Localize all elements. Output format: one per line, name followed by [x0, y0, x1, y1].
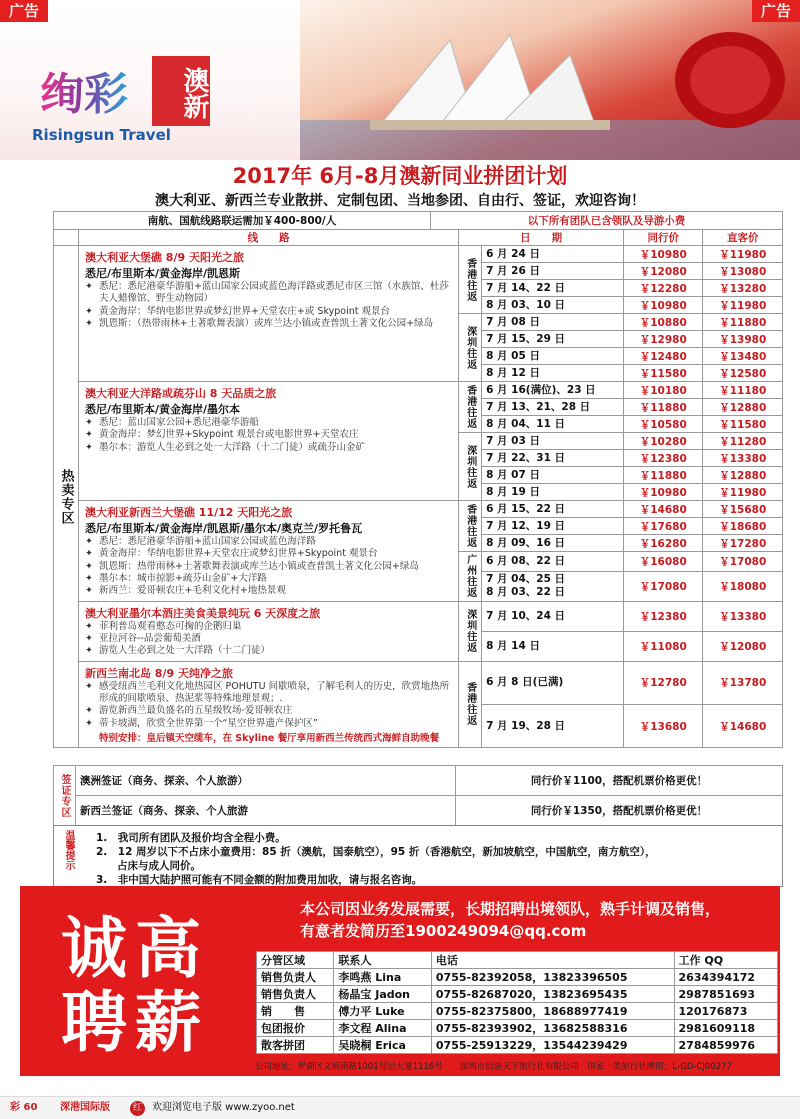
route-item	[85, 621, 452, 633]
route-item-text: 悉尼：蓝山国家公园+悉尼港豪华游船	[98, 417, 259, 428]
route-subtitle: 悉尼/布里斯本/黄金海岸/凯恩斯/墨尔本/奥克兰/罗托鲁瓦	[84, 522, 363, 535]
bullet-icon: ✦	[84, 560, 93, 572]
direct-price: ￥11880	[703, 314, 783, 331]
direct-price: ￥11180	[703, 382, 783, 399]
site-link[interactable]: 欢迎浏览电子版 www.zyoo.net	[152, 1102, 295, 1113]
date-cell: 8 月 14 日	[482, 631, 624, 661]
contact-cell: 0755-82392058，13823396505	[431, 969, 674, 986]
route-subtitle: 悉尼/布里斯本/黄金海岸/墨尔本	[84, 403, 241, 416]
sydney-opera-house-icon	[300, 0, 800, 160]
edition-label: 深港国际版	[60, 1102, 110, 1113]
depart-label: 深圳往返	[459, 601, 482, 661]
bullet-icon: ✦	[84, 585, 93, 597]
direct-price: ￥13080	[703, 263, 783, 280]
route-item-text: 游览人生必到之处一大洋路（十二门徒）	[98, 645, 270, 657]
logo-region: 澳新	[152, 56, 210, 126]
peer-price-header: 同行价	[624, 230, 703, 246]
contact-cell: 吴晓桐 Erica	[334, 1037, 431, 1054]
route-item	[85, 306, 452, 318]
route-title: 澳大利亚墨尔本酒庄美食美景纯玩 6 天深度之旅	[84, 606, 321, 620]
direct-price: ￥13280	[703, 280, 783, 297]
contact-cell: 李文程 Alina	[334, 1020, 431, 1037]
bullet-icon: ✦	[84, 548, 93, 560]
direct-price: ￥11980	[703, 246, 783, 263]
peer-price: ￥16080	[624, 552, 703, 572]
direct-price: ￥12880	[703, 467, 783, 484]
route-item-text: 悉尼：悉尼港豪华游船+蓝山国家公园或蓝色海洋路	[98, 536, 316, 547]
company-address: 公司地址：罗湖区文锦南路1001号运大厦1116号 深圳市信游天下旅行社有限公司 国家一类旅行社牌照：L-GD-CJ00277	[255, 1062, 732, 1072]
hot-section-label: 热卖专区	[54, 246, 79, 748]
route-cell-0	[78, 246, 458, 382]
peer-price: ￥11580	[624, 365, 703, 382]
contact-cell: 2981609118	[674, 1020, 777, 1037]
route-item-text: 墨尔本：城市掠影+疏芬山金矿+大洋路	[98, 573, 267, 585]
date-cell: 8 月 09、16 日	[482, 535, 624, 552]
contact-cell: 2987851693	[674, 986, 777, 1003]
date-cell: 7 月 26 日	[482, 263, 624, 280]
route-cell-3	[78, 601, 458, 661]
header-banner	[0, 0, 800, 160]
peer-price: ￥10180	[624, 382, 703, 399]
peer-price: ￥17680	[624, 518, 703, 535]
contact-cell: 李鸣燕 Lina	[334, 969, 431, 986]
depart-label: 深圳往返	[459, 433, 482, 501]
date-cell: 7 月 19、28 日	[482, 704, 624, 747]
route-item-text: 菲利普岛观看憨态可掬的企鹅归巢	[98, 620, 242, 632]
direct-price: ￥13980	[703, 331, 783, 348]
depart-label: 香港往返	[459, 246, 482, 314]
date-cell: 6 月 8 日(已满)	[482, 661, 624, 704]
peer-price: ￥10280	[624, 433, 703, 450]
bullet-icon: ✦	[84, 705, 93, 717]
direct-price: ￥14680	[703, 704, 783, 747]
red-edition-mark: 红	[130, 1101, 145, 1116]
peer-price: ￥10580	[624, 416, 703, 433]
page-footer	[0, 1096, 800, 1119]
slogan-line-1: 诚高	[61, 910, 209, 987]
route-item	[85, 705, 452, 717]
bullet-icon: ✦	[84, 441, 93, 453]
depart-label: 深圳往返	[459, 314, 482, 382]
date-cell: 7 月 03 日	[482, 433, 624, 450]
direct-price: ￥13380	[703, 450, 783, 467]
direct-price: ￥13780	[703, 661, 783, 704]
contact-table	[256, 951, 778, 1054]
date-cell: 7 月 15、29 日	[482, 331, 624, 348]
direct-price: ￥15680	[703, 501, 783, 518]
route-item-text: 黄金海岸：华纳电影世界或梦幻世界+天堂农庄+或 Skypoint 观景台	[98, 305, 390, 317]
direct-price: ￥11580	[703, 416, 783, 433]
bullet-icon: ✦	[84, 620, 93, 632]
ad-label-right: 广告	[752, 0, 800, 22]
route-subtitle: 悉尼/布里斯本/黄金海岸/凯恩斯	[84, 267, 241, 280]
route-item-text: 亚拉河谷--品尝葡萄美酒	[98, 633, 201, 645]
contact-cell: 0755-82393902，13682588316	[431, 1020, 674, 1037]
recruit-slogan	[20, 912, 250, 1072]
bullet-icon: ✦	[84, 573, 93, 585]
peer-price: ￥12380	[624, 450, 703, 467]
contact-cell: 2784859976	[674, 1037, 777, 1054]
bullet-icon: ✦	[84, 318, 93, 330]
peer-price: ￥11880	[624, 399, 703, 416]
bullet-icon: ✦	[84, 281, 93, 292]
date-cell: 7 月 08 日	[482, 314, 624, 331]
direct-price: ￥17080	[703, 552, 783, 572]
date-cell: 7 月 22、31 日	[482, 450, 624, 467]
contact-cell: 傅力平 Luke	[334, 1003, 431, 1020]
tips-notice: 以下所有团队已含领队及导游小费	[431, 212, 783, 230]
route-title: 澳大利亚大堡礁 8/9 天阳光之旅	[84, 251, 244, 264]
route-highlight: 特别安排：皇后镇天空缆车，在 Skyline 餐厅享用新西兰传统西式海鲜自助晚餐	[98, 733, 440, 745]
peer-price: ￥10980	[624, 297, 703, 314]
depart-label: 广州往返	[459, 552, 482, 602]
depart-label: 香港往返	[459, 382, 482, 433]
visa-table	[53, 765, 783, 826]
route-title: 澳大利亚大洋路或疏芬山 8 天品质之旅	[84, 387, 277, 400]
route-item	[85, 417, 452, 429]
peer-price: ￥12380	[624, 601, 703, 631]
bullet-icon: ✦	[84, 680, 93, 692]
route-item-text: 蒂卡坡湖，欣赏全世界第一个“星空世界遗产保护区”	[98, 717, 318, 729]
route-cell-1	[78, 382, 458, 501]
direct-price: ￥13380	[703, 601, 783, 631]
logo-english: Risingsun Travel	[32, 126, 171, 144]
route-cell-2	[78, 501, 458, 602]
route-cell-4	[78, 661, 458, 747]
bullet-icon: ✦	[84, 717, 93, 729]
route-item	[85, 442, 452, 454]
peer-price: ￥11080	[624, 631, 703, 661]
date-cell: 8 月 12 日	[482, 365, 624, 382]
date-cell: 8 月 03、10 日	[482, 297, 624, 314]
contact-head-person: 联系人	[334, 952, 431, 969]
corner-cell	[54, 230, 79, 246]
contact-cell: 0755-25913229，13544239429	[431, 1037, 674, 1054]
bullet-icon: ✦	[84, 305, 93, 317]
direct-price: ￥18680	[703, 518, 783, 535]
note-1: 1. 我司所有团队及报价均含全程小费。	[96, 832, 286, 844]
airline-notice: 南航、国航线路联运需加￥400-800/人	[54, 212, 431, 230]
date-cell: 7 月 10、24 日	[482, 601, 624, 631]
page-title: 2017年 6月-8月澳新同业拼团计划	[232, 164, 568, 188]
brand-logo	[32, 56, 232, 148]
route-item	[85, 718, 452, 730]
date-cell: 8 月 07 日	[482, 467, 624, 484]
bullet-icon: ✦	[84, 429, 93, 441]
route-item-text: 凯恩斯：热带雨林+土著歌舞表演或库兰达小镇或查普凯土著文化公园+绿岛	[98, 560, 419, 572]
peer-price: ￥10880	[624, 314, 703, 331]
date-cell: 7 月 14、22 日	[482, 280, 624, 297]
peer-price: ￥13680	[624, 704, 703, 747]
contact-head-phone: 电话	[431, 952, 674, 969]
date-cell: 6 月 08、22 日	[482, 552, 624, 572]
contact-head-area: 分管区域	[257, 952, 334, 969]
route-item	[85, 633, 452, 645]
note-2: 2. 12 周岁以下不占床小童费用：85 折（澳航，国泰航空），95 折（香港航空，新加坡航空，中国航空，南方航空），	[96, 846, 656, 858]
direct-price: ￥13480	[703, 348, 783, 365]
direct-price: ￥11980	[703, 297, 783, 314]
route-item-text: 凯恩斯：（热带雨林+土著歌舞表演）或库兰达小镇或查普凯土著文化公园+绿岛	[98, 318, 434, 330]
date-cell: 6 月 15、22 日	[482, 501, 624, 518]
peer-price: ￥12480	[624, 348, 703, 365]
date-cell: 6 月 24 日	[482, 246, 624, 263]
visa-au-name: 澳洲签证（商务、探亲、个人旅游）	[76, 766, 456, 796]
bullet-icon: ✦	[84, 417, 93, 428]
route-item-text: 黄金海岸：华纳电影世界+天堂农庄或梦幻世界+Skypoint 观景台	[98, 548, 378, 560]
direct-price: ￥11280	[703, 433, 783, 450]
direct-price: ￥12580	[703, 365, 783, 382]
route-item	[85, 573, 452, 585]
peer-price: ￥11880	[624, 467, 703, 484]
direct-price-header: 直客价	[703, 230, 783, 246]
ad-label-left: 广告	[0, 0, 48, 22]
bullet-icon: ✦	[84, 645, 93, 657]
visa-au-price: 同行价￥1100，搭配机票价格更优！	[456, 766, 783, 796]
peer-price: ￥10980	[624, 246, 703, 263]
route-item	[85, 681, 452, 706]
route-item	[85, 318, 452, 330]
route-item-text: 墨尔本：游览人生必到之处一大洋路（十二门徒）或疏芬山金矿	[98, 441, 365, 453]
direct-price: ￥11980	[703, 484, 783, 501]
peer-price: ￥12080	[624, 263, 703, 280]
route-title: 新西兰南北岛 8/9 天纯净之旅	[84, 666, 233, 680]
depart-label: 香港往返	[459, 661, 482, 747]
direct-price: ￥12880	[703, 399, 783, 416]
contact-cell: 散客拼团	[257, 1037, 334, 1054]
visa-section-label: 签证专区	[54, 766, 76, 826]
peer-price: ￥17080	[624, 571, 703, 601]
route-item-text: 感受纽西兰毛利文化地热园区 POHUTU 间歇喷泉，了解毛利人的历史，欣赏地热所形成的间歇喷泉、热泥浆等特殊地理景观；.	[98, 680, 450, 705]
date-cell: 7 月 12、19 日	[482, 518, 624, 535]
peer-price: ￥16280	[624, 535, 703, 552]
route-item-text: 游览新西兰最负盛名的五星级牧场-爱哥顿农庄	[98, 705, 293, 717]
route-item	[85, 536, 452, 548]
route-item-text: 黄金海岸：梦幻世界+Skypoint 观景台或电影世界+天堂农庄	[98, 429, 359, 441]
peer-price: ￥12280	[624, 280, 703, 297]
contact-cell: 销 售	[257, 1003, 334, 1020]
direct-price: ￥12080	[703, 631, 783, 661]
tips-box	[53, 825, 783, 887]
recruit-text	[300, 898, 780, 942]
contact-cell: 0755-82687020，13823695435	[431, 986, 674, 1003]
visa-nz-name: 新西兰签证（商务、探亲、个人旅游	[76, 796, 456, 826]
tips-section-label: 温馨提示	[63, 830, 74, 870]
date-cell: 7 月 13、21、28 日	[482, 399, 624, 416]
page-number: 彩 60	[10, 1102, 38, 1113]
contact-cell: 2634394172	[674, 969, 777, 986]
top-notice	[53, 211, 783, 230]
visa-nz-price: 同行价￥1350，搭配机票价格更优！	[456, 796, 783, 826]
page-subtitle: 澳大利亚、新西兰专业散拼、定制包团、当地参团、自由行、签证，欢迎咨询！	[155, 193, 645, 209]
itinerary-table	[53, 229, 783, 748]
contact-head-qq: 工作 QQ	[674, 952, 777, 969]
note-2-cont: 占床与成人同价。	[96, 860, 201, 872]
depart-label: 香港往返	[459, 501, 482, 552]
date-cell: 8 月 19 日	[482, 484, 624, 501]
contact-cell: 销售负责人	[257, 986, 334, 1003]
contact-cell: 0755-82375800，18688977419	[431, 1003, 674, 1020]
date-cell: 8 月 04、11 日	[482, 416, 624, 433]
direct-price: ￥18080	[703, 571, 783, 601]
route-item	[85, 561, 452, 573]
date-header: 日 期	[459, 230, 624, 246]
slogan-line-2: 聘薪	[61, 984, 209, 1061]
contact-cell: 包团报价	[257, 1020, 334, 1037]
peer-price: ￥14680	[624, 501, 703, 518]
bullet-icon: ✦	[84, 633, 93, 645]
peer-price: ￥10980	[624, 484, 703, 501]
contact-cell: 杨晶宝 Jadon	[334, 986, 431, 1003]
date-cell: 8 月 05 日	[482, 348, 624, 365]
date-cell: 7 月 04、25 日 8 月 03、22 日	[482, 571, 624, 601]
route-item	[85, 585, 452, 597]
direct-price: ￥17280	[703, 535, 783, 552]
route-item-text: 悉尼：悉尼港豪华游船+蓝山国家公园或蓝色海洋路或悉尼市区三馆（水族馆、杜莎夫人蜡像馆、野生动物园）	[98, 281, 449, 305]
logo-chars: 绚彩	[40, 58, 128, 122]
route-item	[85, 548, 452, 560]
route-title: 澳大利亚新西兰大堡礁 11/12 天阳光之旅	[84, 506, 293, 519]
bullet-icon: ✦	[84, 536, 93, 547]
route-header: 线 路	[78, 230, 458, 246]
contact-cell: 销售负责人	[257, 969, 334, 986]
recruit-line-2: 有意者发简历至1900249094@qq.com	[300, 922, 587, 940]
peer-price: ￥12980	[624, 331, 703, 348]
route-item	[85, 645, 452, 657]
peer-price: ￥12780	[624, 661, 703, 704]
note-3: 3. 非中国大陆护照可能有不同金额的附加费用加收，请与报名咨询。	[96, 874, 423, 886]
route-item	[85, 281, 452, 306]
route-item	[85, 429, 452, 441]
date-cell: 6 月 16(满位)、23 日	[482, 382, 624, 399]
route-item-text: 新西兰：爱哥顿农庄+毛利文化村+地热景观	[98, 585, 286, 597]
opera-house-image	[300, 0, 800, 160]
recruit-line-1: 本公司因业务发展需要，长期招聘出境领队，熟手计调及销售，	[300, 900, 721, 918]
contact-cell: 120176873	[674, 1003, 777, 1020]
